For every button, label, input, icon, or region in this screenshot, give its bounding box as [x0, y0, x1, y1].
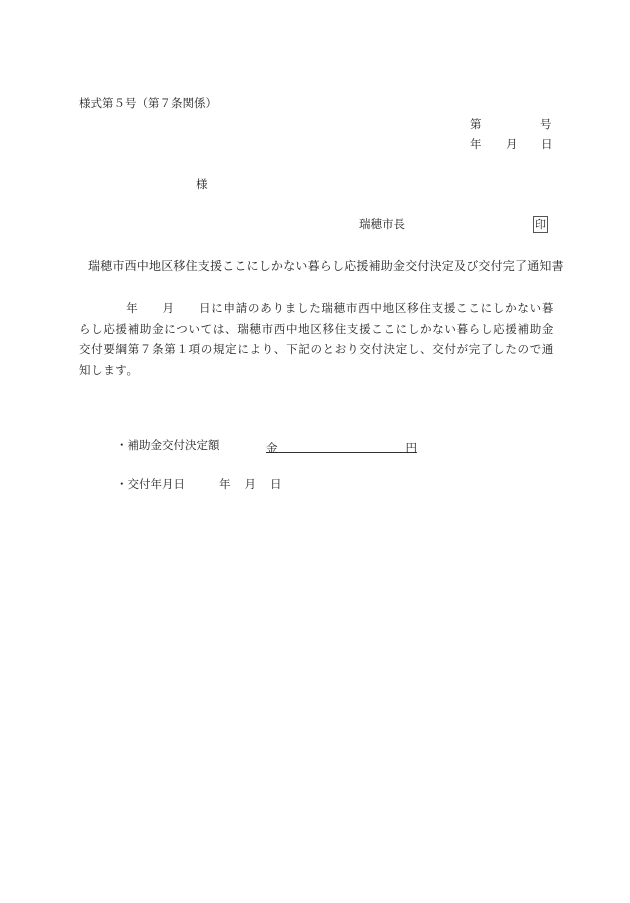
- grant-amount-label: ・補助金交付決定額: [116, 438, 220, 452]
- grant-date-day: 日: [270, 477, 282, 491]
- form-number: 様式第５号（第７条関係）: [79, 96, 217, 110]
- issue-date-month: 月: [506, 137, 518, 151]
- grant-date-field: [219, 479, 282, 491]
- issuer-name: 瑞穂市長: [359, 217, 405, 231]
- grant-amount-field: [266, 438, 417, 453]
- body-text: 日に申請のありました瑞穂市西中地区移住支援ここにしかない暮らし応援補助金については、瑞穂市西中地区移住支援ここにしかない暮らし応援補助金交付要綱第７条第１項の規定により、下記のとおり交付決定し、交付が完了したので通知します。: [79, 301, 554, 377]
- grant-date-year: 年: [219, 477, 231, 491]
- document-number-suffix: 号: [540, 117, 552, 131]
- issue-date-day: 日: [541, 137, 553, 151]
- seal-mark: 印: [535, 218, 546, 231]
- grant-amount-prefix: 金: [266, 441, 278, 455]
- body-year: 年: [126, 301, 139, 315]
- body-paragraph: [79, 298, 554, 380]
- grant-date-month: 月: [244, 477, 256, 491]
- body-month: 月: [162, 301, 175, 315]
- issue-date-year: 年: [470, 137, 482, 151]
- document-number-prefix: 第: [470, 117, 482, 131]
- document-title: 瑞穂市西中地区移住支援ここにしかない暮らし応援補助金交付決定及び交付完了通知書: [88, 259, 564, 273]
- addressee-honorific: 様: [196, 177, 208, 191]
- grant-date-label: ・交付年月日: [116, 477, 185, 491]
- grant-amount-suffix: 円: [405, 441, 417, 455]
